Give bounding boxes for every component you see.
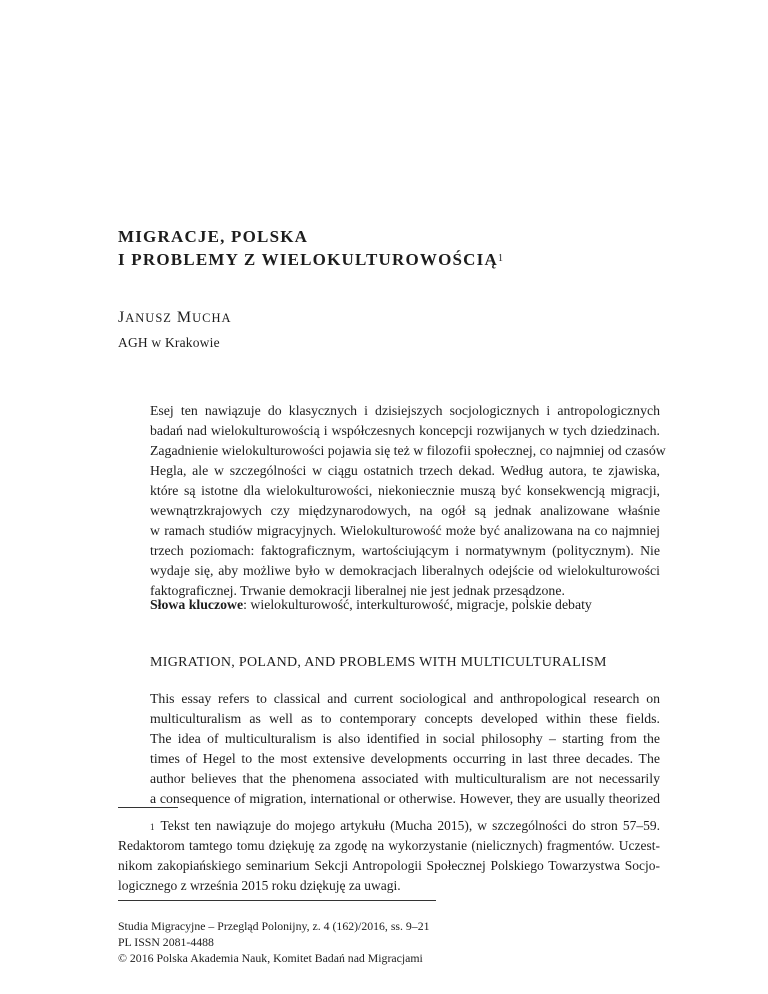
abstract-en-line: The idea of multiculturalism is also identified in social philosophy – starting from the <box>150 731 660 746</box>
abstract-pl-line: faktograficznej. Trwanie demokracji liberalnej nie jest jednak przesądzone. <box>150 583 565 598</box>
author-last-rest: UCHA <box>192 311 232 325</box>
abstract-en-line: times of Hegel to the most extensive developments occurring in last three decades. The <box>150 751 660 766</box>
title-line-2-text: I PROBLEMY Z WIELOKULTUROWOŚCIĄ <box>118 250 498 269</box>
english-title: MIGRATION, POLAND, AND PROBLEMS WITH MULTICULTURALISM <box>150 655 607 670</box>
abstract-pl-line: wewnątrzkrajowych czy międzynarodowych, na ogół są jednak analizowane właśnie <box>150 503 660 518</box>
publication-copyright: © 2016 Polska Akademia Nauk, Komitet Badań nad Migracjami <box>118 951 423 965</box>
author-first-rest: ANUSZ <box>125 311 172 325</box>
title-line-2 <box>118 248 504 271</box>
abstract-pl-line: które są istotne dla wielokulturowości, niekoniecznie muszą być konsekwencją migracji, <box>150 483 660 498</box>
abstract-en-line: author believes that the phenomena associated with multiculturalism are not necessarily <box>150 771 660 786</box>
abstract-en-line: This essay refers to classical and current sociological and anthropological research on <box>150 691 660 706</box>
footnote-line: nikom zakopiańskiego seminarium Sekcji Antropologii Społecznej Polskiego Towarzystwa Socjo- <box>118 858 660 873</box>
publication-issn: PL ISSN 2081-4488 <box>118 935 214 949</box>
title-line-1: MIGRACJE, POLSKA <box>118 227 309 246</box>
footnote-divider <box>118 807 178 808</box>
abstract-en-line: multiculturalism as well as to contemporary concepts developed within these fields. <box>150 711 660 726</box>
footnote-line-1 <box>118 816 660 836</box>
abstract-pl-line: trzech poziomach: faktograficznym, wartościującym i normatywnym (politycznym). Nie <box>150 543 660 558</box>
title-footnote-mark[interactable]: 1 <box>497 253 505 264</box>
publication-divider <box>118 900 436 901</box>
abstract-pl-line: wydaje się, aby możliwe było w demokracjach liberalnych odejście od wielokulturowości <box>150 563 660 578</box>
author-affiliation: AGH w Krakowie <box>118 335 220 350</box>
article-title <box>118 225 504 271</box>
publication-journal: Studia Migracyjne – Przegląd Polonijny, z. 4 (162)/2016, ss. 9–21 <box>118 919 430 933</box>
footnote-mark: 1 <box>150 822 155 832</box>
keywords-text: : wielokulturowość, interkulturowość, migracje, polskie debaty <box>243 597 592 612</box>
author-last-initial: M <box>176 309 193 326</box>
footnote-line-1-text: Tekst ten nawiązuje do mojego artykułu (Mucha 2015), w szczególności do stron 57–59. <box>160 818 660 833</box>
footnote <box>118 816 660 896</box>
abstract-pl-line: w ramach studiów migracyjnych. Wielokulturowość może być analizowana na co najmniej <box>150 523 660 538</box>
footnote-line: Redaktorom tamtego tomu dziękuję za zgodę na wykorzystanie (nielicznych) fragmentów. Uczest- <box>118 838 660 853</box>
keywords <box>150 597 592 613</box>
abstract-pl-line: badań nad wielokulturowością i współczesnych koncepcji rozwijanych w tych dziedzinach. <box>150 423 660 438</box>
publication-info <box>118 918 430 966</box>
author-first-initial: J <box>118 309 126 326</box>
keywords-label: Słowa kluczowe <box>150 597 244 612</box>
author-name <box>118 309 232 327</box>
abstract-pl-line: Esej ten nawiązuje do klasycznych i dzisiejszych socjologicznych i antropologicznych <box>150 403 660 418</box>
abstract-pl <box>150 401 666 601</box>
abstract-pl-line: Hegla, ale w szczególności w ciągu ostatnich trzech dekad. Według autora, te zjawiska, <box>150 463 660 478</box>
footnote-line: logicznego z września 2015 roku dziękuję za uwagi. <box>118 878 401 893</box>
abstract-en-line: a consequence of migration, international or otherwise. However, they are usually theorized <box>150 791 660 806</box>
abstract-pl-line: Zagadnienie wielokulturowości pojawia się też w filozofii społecznej, co najmniej od czasów <box>150 443 666 458</box>
abstract-en <box>150 689 660 809</box>
